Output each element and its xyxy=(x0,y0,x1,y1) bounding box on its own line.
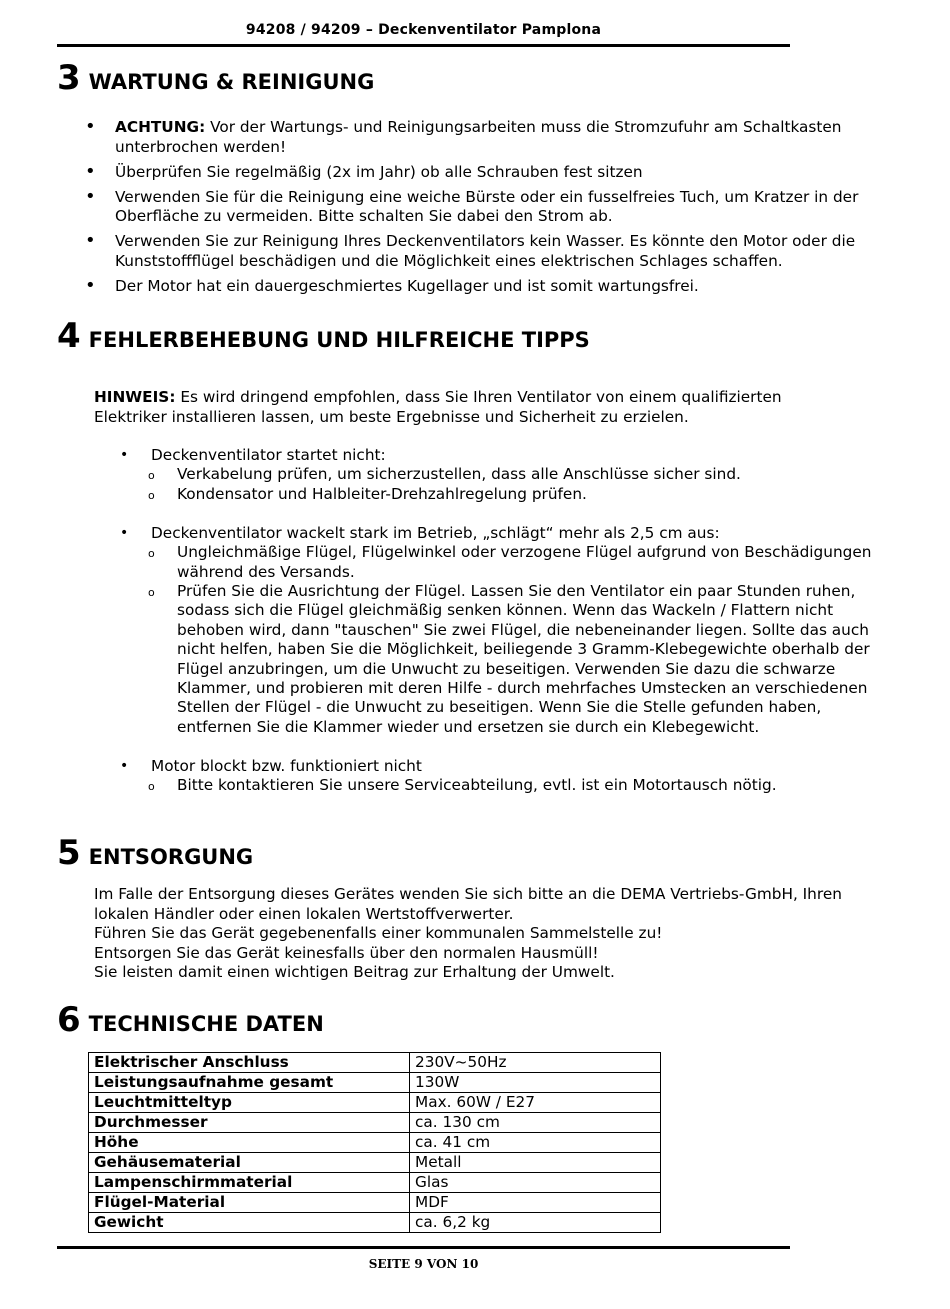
list-item-text: Vor der Wartungs- und Reinigungsarbeiten muss die Stromzufuhr am Schaltkasten unterbrochen werden! xyxy=(115,118,842,156)
section-4-heading xyxy=(57,316,590,356)
paragraph-line: Im Falle der Entsorgung dieses Gerätes wenden Sie sich bitte an die DEMA Vertriebs-GmbH, Ihren lokalen Händler oder einen lokalen Wertstoffverwerter. xyxy=(94,885,842,923)
tip-title: Deckenventilator wackelt stark im Betrieb, „schlägt“ mehr als 2,5 cm aus: xyxy=(151,523,720,542)
page-header-title: 94208 / 94209 – Deckenventilator Pamplona xyxy=(245,22,602,38)
bullet-icon: • xyxy=(85,116,96,137)
bullet-icon: • xyxy=(120,447,129,463)
list-item-text: Überprüfen Sie regelmäßig (2x im Jahr) ob alle Schrauben fest sitzen xyxy=(115,162,643,181)
spec-value: ca. 6,2 kg xyxy=(410,1213,661,1233)
table-row xyxy=(89,1213,661,1233)
bullet-icon: • xyxy=(85,160,96,182)
tip-title: Deckenventilator startet nicht: xyxy=(151,446,386,464)
spec-key: Gewicht xyxy=(89,1213,410,1233)
header-rule xyxy=(57,44,790,47)
section-5-heading xyxy=(57,833,253,873)
table-row xyxy=(89,1093,661,1113)
sub-item-text: Prüfen Sie die Ausrichtung der Flügel. Lassen Sie den Ventilator ein paar Stunden ruhen, sodass sich die Flügel gleichmäßig senken können. Wenn das Wackeln / Flattern nicht behoben wird, dann "tauschen" Sie zwei Flügel, die nebeneinander liegen. Sollte das auch nicht helfen, haben Sie die Möglichkeit, beiliegende 3 Gramm-Klebegewichte oberhalb der Flügel anzubringen, um die Unwucht zu beseitigen. Verwenden Sie dazu die schwarze Klammer, und probieren mit deren Hilfe - durch mehrfaches Umstecken an verschiedenen Stellen der Flügel - die Unwucht zu beseitigen. Wenn Sie die Stelle gefunden haben, entfernen Sie die Klammer wieder und ersetzen sie durch ein Klebegewicht. xyxy=(177,581,870,736)
sub-item-text: Kondensator und Halbleiter-Drehzahlregelung prüfen. xyxy=(177,484,587,503)
spec-value: 130W xyxy=(410,1073,661,1093)
sub-list-item xyxy=(120,582,880,737)
list-item xyxy=(120,524,880,543)
spec-key: Flügel-Material xyxy=(89,1193,410,1213)
table-row xyxy=(89,1053,661,1073)
paragraph-line: Führen Sie das Gerät gegebenenfalls einer kommunalen Sammelstelle zu! xyxy=(94,924,663,942)
table-row xyxy=(89,1073,661,1093)
maintenance-list xyxy=(85,118,895,302)
list-item xyxy=(120,757,880,776)
tip-title: Motor blockt bzw. funktioniert nicht xyxy=(151,756,422,775)
warning-label: ACHTUNG: xyxy=(115,118,206,136)
sub-list xyxy=(120,465,880,504)
spec-key: Leuchtmitteltyp xyxy=(89,1093,410,1113)
sub-list-item xyxy=(120,776,880,795)
list-item xyxy=(85,232,895,271)
table-row xyxy=(89,1193,661,1213)
hint-label: HINWEIS: xyxy=(94,388,176,406)
section-6-number: 6 xyxy=(57,1000,81,1040)
bullet-icon: • xyxy=(120,524,129,541)
spec-value: ca. 130 cm xyxy=(410,1113,661,1133)
spec-key: Elektrischer Anschluss xyxy=(89,1053,410,1073)
sub-list-item xyxy=(120,465,880,484)
spec-key: Lampenschirmmaterial xyxy=(89,1173,410,1193)
sub-item-text: Bitte kontaktieren Sie unsere Serviceabteilung, evtl. ist ein Motortausch nötig. xyxy=(177,776,777,795)
circle-bullet-icon: o xyxy=(148,469,155,483)
section-3-title: WARTUNG & REINIGUNG xyxy=(88,70,375,94)
section-5-title: ENTSORGUNG xyxy=(88,845,254,869)
technical-data-table xyxy=(88,1052,661,1233)
list-item-text: Der Motor hat ein dauergeschmiertes Kugellager und ist somit wartungsfrei. xyxy=(115,276,699,295)
section-4-number: 4 xyxy=(57,316,81,356)
spec-value: 230V~50Hz xyxy=(410,1053,661,1073)
spec-value: MDF xyxy=(410,1193,661,1213)
bullet-icon: • xyxy=(85,185,96,207)
table-row xyxy=(89,1113,661,1133)
list-item xyxy=(85,118,895,157)
list-item xyxy=(85,185,895,227)
spec-key: Leistungsaufnahme gesamt xyxy=(89,1073,410,1093)
section-3-heading xyxy=(57,58,374,98)
table-row xyxy=(89,1153,661,1173)
sub-list-item xyxy=(120,543,880,582)
paragraph-line: Sie leisten damit einen wichtigen Beitrag zur Erhaltung der Umwelt. xyxy=(94,963,615,981)
circle-bullet-icon: o xyxy=(148,780,155,794)
section-6-heading xyxy=(57,1000,324,1040)
list-item xyxy=(85,274,895,297)
list-item xyxy=(120,446,880,465)
section-6-title: TECHNISCHE DATEN xyxy=(88,1012,324,1036)
bullet-icon: • xyxy=(85,274,96,296)
spec-key: Durchmesser xyxy=(89,1113,410,1133)
spec-key: Gehäusematerial xyxy=(89,1153,410,1173)
list-item-text: Verwenden Sie für die Reinigung eine weiche Bürste oder ein fusselfreies Tuch, um Kratzer in der Oberfläche zu vermeiden. Bitte schalten Sie dabei den Strom ab. xyxy=(115,187,859,225)
spec-value: Glas xyxy=(410,1173,661,1193)
list-item xyxy=(85,160,895,183)
troubleshooting-list xyxy=(120,446,880,796)
circle-bullet-icon: o xyxy=(148,585,155,599)
hint-text: Es wird dringend empfohlen, dass Sie Ihren Ventilator von einem qualifizierten Elektriker installieren lassen, um beste Ergebnisse und Sicherheit zu erzielen. xyxy=(94,388,782,426)
spec-value: Max. 60W / E27 xyxy=(410,1093,661,1113)
sub-list xyxy=(120,776,880,795)
footer-rule xyxy=(57,1246,790,1249)
section-5-number: 5 xyxy=(57,833,81,873)
sub-list-item xyxy=(120,485,880,504)
section-4-title: FEHLERBEHEBUNG UND HILFREICHE TIPPS xyxy=(88,328,590,352)
spec-key: Höhe xyxy=(89,1133,410,1153)
spec-value: Metall xyxy=(410,1153,661,1173)
sub-item-text: Ungleichmäßige Flügel, Flügelwinkel oder verzogene Flügel aufgrund von Beschädigungen während des Versands. xyxy=(177,543,872,581)
circle-bullet-icon: o xyxy=(148,547,155,561)
sub-list xyxy=(120,543,880,737)
page-number: SEITE 9 VON 10 xyxy=(368,1257,479,1271)
hint-note xyxy=(94,388,854,427)
bullet-icon: • xyxy=(85,230,96,251)
disposal-text xyxy=(94,885,894,983)
paragraph-line: Entsorgen Sie das Gerät keinesfalls über den normalen Hausmüll! xyxy=(94,943,599,962)
section-3-number: 3 xyxy=(57,58,81,98)
sub-item-text: Verkabelung prüfen, um sicherzustellen, dass alle Anschlüsse sicher sind. xyxy=(177,465,741,484)
list-item-text: Verwenden Sie zur Reinigung Ihres Deckenventilators kein Wasser. Es könnte den Motor oder die Kunststoffflügel beschädigen und die Möglichkeit eines elektrischen Schlages schaffen. xyxy=(115,232,856,270)
table-row xyxy=(89,1133,661,1153)
circle-bullet-icon: o xyxy=(148,488,155,502)
spec-value: ca. 41 cm xyxy=(410,1133,661,1153)
table-row xyxy=(89,1173,661,1193)
bullet-icon: • xyxy=(120,757,129,774)
